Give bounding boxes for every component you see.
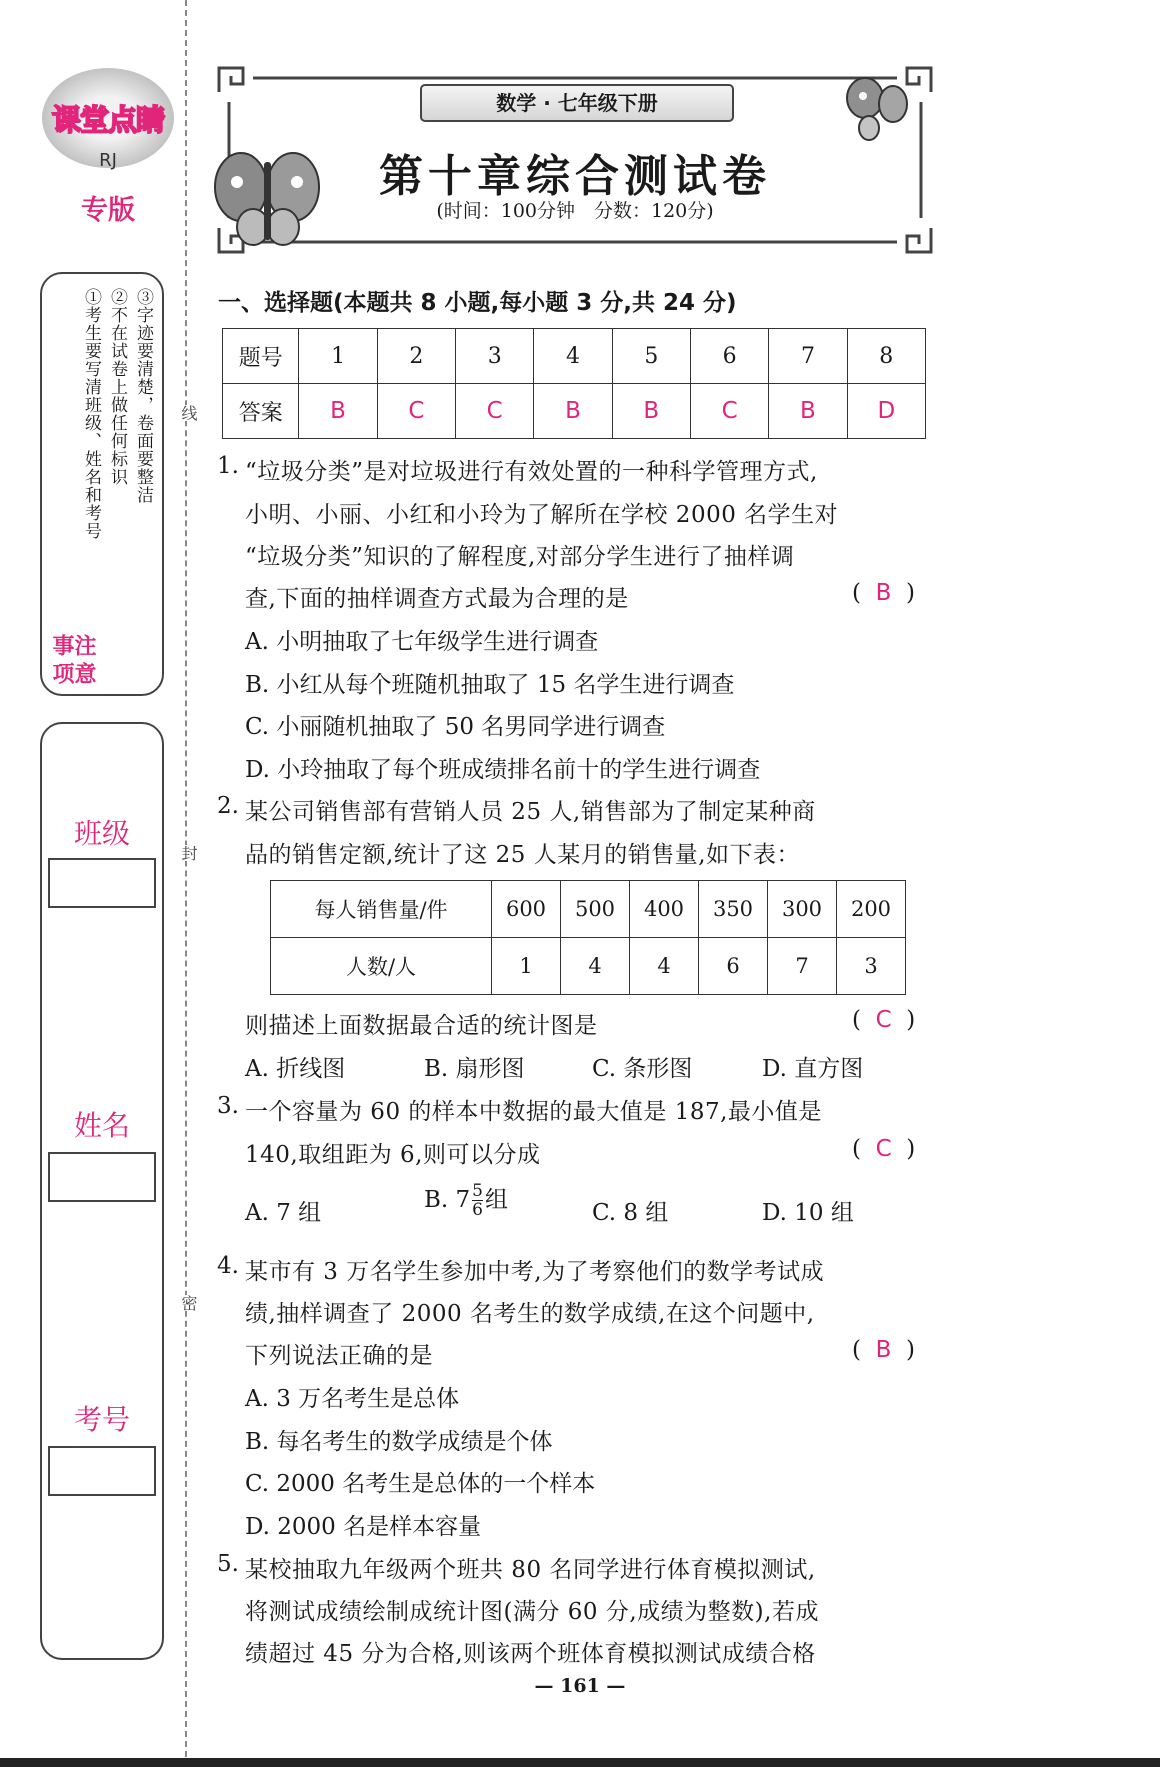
sales-cell: 300 — [768, 881, 837, 938]
q3-line-2: 140,取组距为 6,则可以分成 — [245, 1142, 541, 1168]
exam-number-field[interactable] — [48, 1446, 156, 1496]
logo-text: 课堂点睛 — [51, 103, 164, 137]
answer-cell: B — [612, 384, 690, 439]
answer-cell: D — [847, 384, 925, 439]
sales-cell: 500 — [561, 881, 630, 938]
student-info-box — [40, 722, 164, 1660]
q1-line-4: 查,下面的抽样调查方式最为合理的是 — [245, 586, 629, 612]
q3-option-a: A. 7 组 — [245, 1200, 322, 1226]
title-banner — [213, 62, 937, 258]
q5-line-1: 某校抽取九年级两个班共 80 名同学进行体育模拟测试, — [245, 1557, 816, 1583]
answer-cell: B — [299, 384, 377, 439]
answer-table-row-answers — [223, 384, 926, 439]
name-field[interactable] — [48, 1152, 156, 1202]
q3-option-b — [424, 1181, 508, 1219]
question-number-cell: 1 — [299, 329, 377, 384]
question-number-cell: 7 — [769, 329, 847, 384]
q3-number: 3. — [217, 1093, 239, 1119]
q4-option-d: D. 2000 名是样本容量 — [245, 1514, 482, 1540]
sales-cell: 400 — [630, 881, 699, 938]
q4-number: 4. — [217, 1253, 239, 1279]
name-label: 姓名 — [73, 1109, 130, 1142]
q4-option-b: B. 每名考生的数学成绩是个体 — [245, 1429, 553, 1455]
row-label-number: 题号 — [223, 329, 299, 384]
cut-mark-mi: 密 — [179, 1295, 198, 1311]
question-number-cell: 8 — [847, 329, 925, 384]
q3-option-c: C. 8 组 — [592, 1200, 669, 1226]
people-cell: 7 — [768, 938, 837, 995]
q2-line-2: 品的销售定额,统计了这 25 人某月的销售量,如下表： — [245, 842, 801, 868]
q2-question: 则描述上面数据最合适的统计图是 — [245, 1013, 598, 1039]
edition-label: 专版 — [81, 195, 135, 226]
q4-line-1: 某市有 3 万名学生参加中考,为了考察他们的数学考试成 — [245, 1259, 825, 1285]
sales-cell: 350 — [699, 881, 768, 938]
page-title: 第十章综合测试卷 — [379, 151, 771, 202]
q3-option-b-fraction — [472, 1183, 483, 1219]
row-label-answer: 答案 — [223, 384, 299, 439]
question-number-cell: 2 — [377, 329, 455, 384]
question-number-cell: 4 — [534, 329, 612, 384]
q1-option-a: A. 小明抽取了七年级学生进行调查 — [245, 629, 599, 655]
q4-line-2: 绩,抽样调查了 2000 名考生的数学成绩,在这个问题中, — [245, 1301, 815, 1327]
logo-edition-code: RJ — [99, 150, 117, 171]
exam-meta: (时间：100分钟 分数：120分) — [436, 200, 714, 222]
people-header: 人数/人 — [271, 938, 492, 995]
q2-option-c: C. 条形图 — [592, 1056, 693, 1082]
answer-table-row-numbers — [223, 329, 926, 384]
notice-box — [40, 272, 164, 696]
notice-item-2: ②不在试卷上做任何标识 — [107, 288, 127, 486]
section-heading: 一、选择题(本题共 8 小题,每小题 3 分,共 24 分) — [218, 290, 737, 316]
sales-cell: 200 — [837, 881, 906, 938]
people-cell: 1 — [492, 938, 561, 995]
q1-answer-bracket: ( B ) — [852, 580, 915, 606]
q3-option-d: D. 10 组 — [762, 1200, 854, 1226]
people-row — [271, 938, 906, 995]
q4-answer-bracket: ( B ) — [852, 1337, 915, 1363]
sales-table — [270, 880, 906, 995]
q4-option-c: C. 2000 名考生是总体的一个样本 — [245, 1471, 596, 1497]
fraction-numerator: 5 — [472, 1181, 483, 1201]
q1-option-b: B. 小红从每个班随机抽取了 15 名学生进行调查 — [245, 672, 735, 698]
q4-answer: B — [875, 1337, 892, 1363]
q4-line-3: 下列说法正确的是 — [245, 1343, 433, 1369]
cut-line — [185, 0, 187, 1767]
notice-title: 注意事项 — [49, 634, 96, 690]
q3-answer-bracket: ( C ) — [852, 1136, 916, 1162]
sales-cell: 600 — [492, 881, 561, 938]
sales-header: 每人销售量/件 — [271, 881, 492, 938]
q5-line-3: 绩超过 45 分为合格,则该两个班体育模拟测试成绩合格 — [245, 1641, 816, 1667]
q4-option-a: A. 3 万名考生是总体 — [245, 1386, 460, 1412]
question-number-cell: 5 — [612, 329, 690, 384]
binding-margin — [0, 0, 185, 1767]
q2-answer: C — [875, 1007, 892, 1033]
answer-cell: C — [690, 384, 768, 439]
q3-line-1: 一个容量为 60 的样本中数据的最大值是 187,最小值是 — [245, 1099, 822, 1125]
people-cell: 4 — [630, 938, 699, 995]
sales-row — [271, 881, 906, 938]
q1-line-1: “垃圾分类”是对垃圾进行有效处置的一种科学管理方式, — [245, 459, 818, 485]
notice-item-3: ③字迹要清楚，卷面要整洁 — [133, 288, 153, 504]
q3-option-b-suffix: 组 — [485, 1187, 508, 1213]
class-field[interactable] — [48, 858, 156, 908]
people-cell: 4 — [561, 938, 630, 995]
cut-mark-feng: 封 — [179, 845, 198, 861]
people-cell: 6 — [699, 938, 768, 995]
bottom-edge — [0, 1758, 1160, 1767]
answer-cell: C — [456, 384, 534, 439]
butterfly-small-icon — [847, 78, 907, 140]
q2-option-d: D. 直方图 — [762, 1056, 864, 1082]
exam-number-label: 考号 — [73, 1403, 130, 1436]
q1-answer: B — [875, 580, 892, 606]
q2-line-1: 某公司销售部有营销人员 25 人,销售部为了制定某种商 — [245, 799, 816, 825]
answer-table — [222, 328, 926, 439]
page-number: — 161 — — [534, 1675, 626, 1697]
q5-number: 5. — [217, 1551, 239, 1577]
q5-line-2: 将测试成绩绘制成统计图(满分 60 分,成绩为整数),若成 — [245, 1599, 819, 1625]
answer-cell: C — [377, 384, 455, 439]
q1-number: 1. — [217, 453, 239, 479]
q2-answer-bracket: ( C ) — [852, 1007, 916, 1033]
q1-option-d: D. 小玲抽取了每个班成绩排名前十的学生进行调查 — [245, 757, 761, 783]
cut-mark-xian: 线 — [179, 405, 198, 421]
question-number-cell: 6 — [690, 329, 768, 384]
notice-item-1: ①考生要写清班级、姓名和考号 — [81, 288, 101, 540]
subject-tab: 数学 · 七年级下册 — [420, 84, 734, 122]
question-number-cell: 3 — [456, 329, 534, 384]
q1-line-2: 小明、小丽、小红和小玲为了解所在学校 2000 名学生对 — [245, 502, 839, 528]
q2-number: 2. — [217, 793, 239, 819]
answer-cell: B — [769, 384, 847, 439]
class-label: 班级 — [73, 817, 130, 850]
answer-cell: B — [534, 384, 612, 439]
fraction-denominator: 6 — [472, 1200, 483, 1220]
people-cell: 3 — [837, 938, 906, 995]
q2-option-b: B. 扇形图 — [424, 1056, 525, 1082]
q3-answer: C — [875, 1136, 892, 1162]
q1-option-c: C. 小丽随机抽取了 50 名男同学进行调查 — [245, 714, 666, 740]
q3-option-b-prefix: B. 7 — [424, 1187, 471, 1213]
q1-line-3: “垃圾分类”知识的了解程度,对部分学生进行了抽样调 — [245, 544, 795, 570]
q2-option-a: A. 折线图 — [245, 1056, 346, 1082]
